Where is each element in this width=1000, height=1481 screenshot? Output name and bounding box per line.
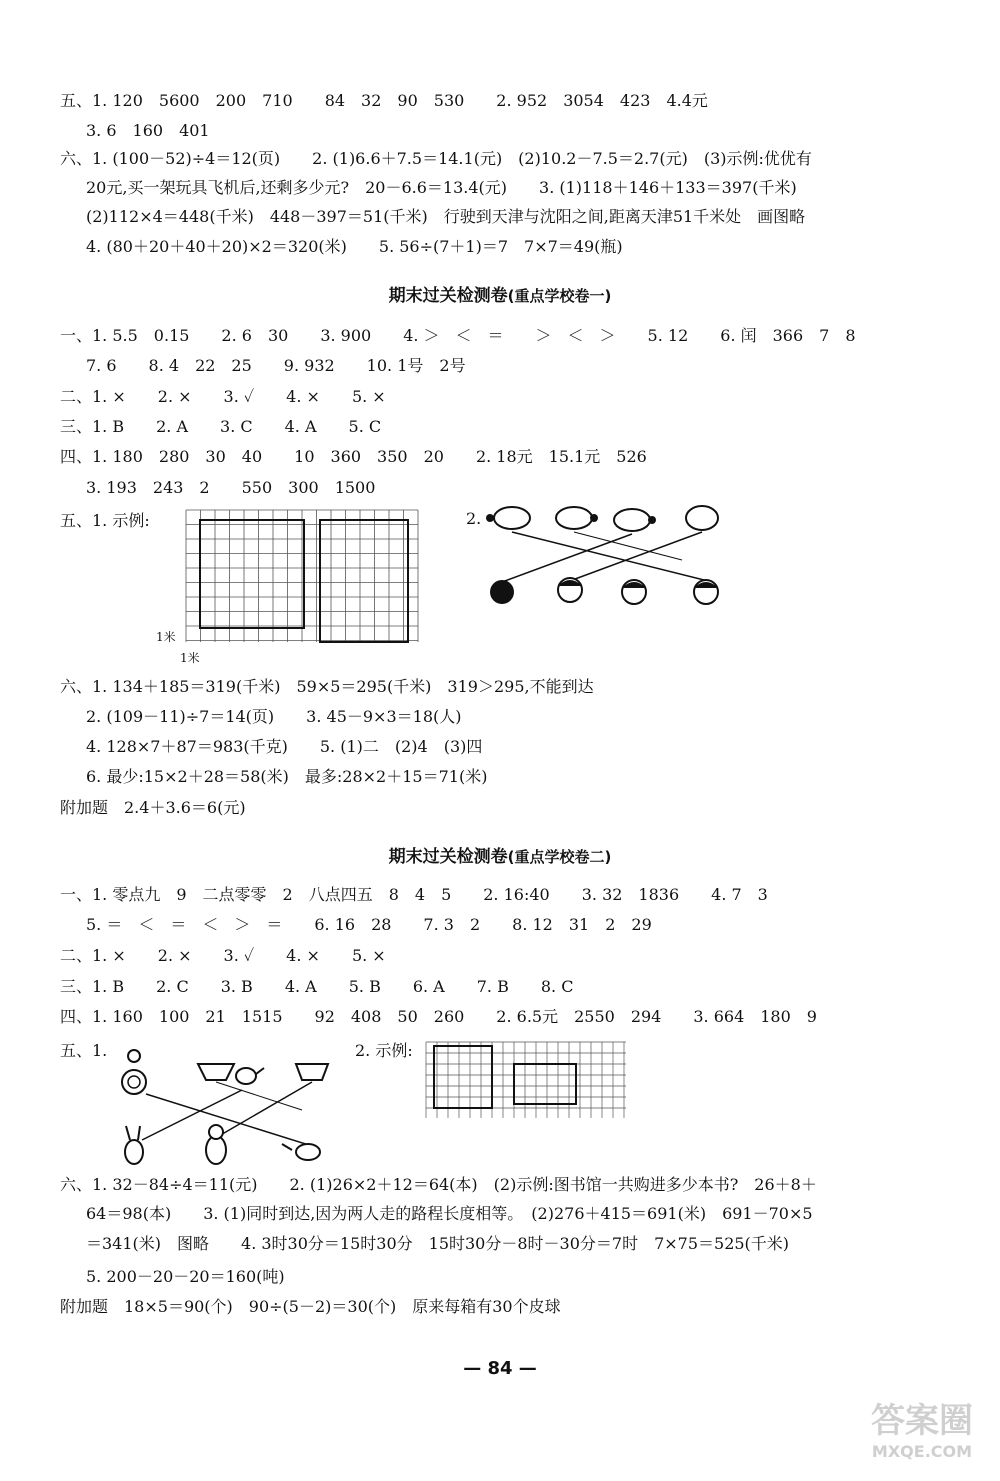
unit-label-bottom: 1米 <box>180 651 200 665</box>
s2-liu-1b: 64＝98(本) 3. (1)同时到达,因为两人走的路程长度相等。 (2)276＋415＝691(米) 691－70×5 <box>86 1204 813 1223</box>
unit-label-left: 1米 <box>156 630 176 644</box>
s1-matching-figure <box>482 500 732 610</box>
watermark <box>862 1393 982 1471</box>
s1-yi-7: 7. 6 8. 4 22 25 9. 932 10. 1号 2号 <box>86 356 466 375</box>
section-title-1 <box>0 281 1000 306</box>
child-face-icon <box>490 580 514 604</box>
s1-si-1: 四、1. 180 280 30 40 10 360 350 20 2. 18元 15.1元 526 <box>60 447 647 466</box>
s1-grid-figure <box>182 506 422 648</box>
clock-icon <box>122 1050 146 1094</box>
bowl-icon <box>296 1064 328 1080</box>
s2-matching-figure <box>112 1040 352 1170</box>
section-title-2-main: 期末过关检测卷 <box>388 847 508 867</box>
line-liu-1: 六、1. (100－52)÷4＝12(页) 2. (1)6.6＋7.5＝14.1(元) (2)10.2－7.5＝2.7(元) (3)示例:优优有 <box>60 149 812 168</box>
teapot-icon <box>236 1068 264 1084</box>
bowl-icon <box>198 1064 234 1080</box>
s2-si: 四、1. 160 100 21 1515 92 408 50 260 2. 6.5元 2550 294 3. 664 180 9 <box>60 1007 817 1026</box>
section-title-2-sub: (重点学校卷二) <box>507 848 612 866</box>
child-face-icon <box>622 580 646 604</box>
s1-liu-2: 2. (109－11)÷7＝14(页) 3. 45－9×3＝18(人) <box>86 707 462 726</box>
child-face-icon <box>694 580 718 604</box>
s1-wu-1-label: 五、1. 示例: <box>60 511 150 530</box>
line-liu-3b: (2)112×4＝448(千米) 448－397＝51(千米) 行驶到天津与沈阳之间,距离天津51千米处 画图略 <box>86 207 806 226</box>
s1-wu-2-label: 2. <box>466 509 482 528</box>
turtle-icon <box>556 507 598 529</box>
s2-wu-1-label: 五、1. <box>60 1041 108 1060</box>
s1-liu-6: 6. 最少:15×2＋28＝58(米) 最多:28×2＋15＝71(米) <box>86 767 488 786</box>
s2-yi-5: 5. ＝ ＜ ＝ ＜ ＞ ＝ 6. 16 28 7. 3 2 8. 12 31 2 29 <box>86 915 652 934</box>
s2-liu-3b: ＝341(米) 图略 4. 3时30分＝15时30分 15时30分－8时－30分＝7时 7×75＝525(千米) <box>86 1234 790 1253</box>
s2-yi-1: 一、1. 零点九 9 二点零零 2 八点四五 8 4 5 2. 16:40 3. 32 1836 4. 7 3 <box>60 885 768 904</box>
watermark-url: MXQE.COM <box>871 1442 973 1461</box>
s1-san: 三、1. B 2. A 3. C 4. A 5. C <box>60 417 382 436</box>
line-liu-1b: 20元,买一架玩具飞机后,还剩多少元? 20－6.6＝13.4(元) 3. (1)118＋146＋133＝397(千米) <box>86 178 797 197</box>
s2-wu-2-label: 2. 示例: <box>355 1041 413 1060</box>
s2-er: 二、1. × 2. × 3. ✓ 4. × 5. × <box>60 946 386 965</box>
watermark-logo: 答案圈 <box>871 1401 973 1441</box>
line-liu-4: 4. (80＋20＋40＋20)×2＝320(米) 5. 56÷(7＋1)＝7 7×7＝49(瓶) <box>86 237 623 256</box>
section-title-2 <box>0 842 1000 867</box>
s1-yi-1: 一、1. 5.5 0.15 2. 6 30 3. 900 4. ＞ ＜ ＝ ＞ ＜ ＞ 5. 12 6. 闰 366 7 8 <box>60 326 856 345</box>
section-title-1-main: 期末过关检测卷 <box>388 286 508 306</box>
turtle-icon <box>486 507 530 529</box>
dog-icon <box>206 1125 226 1164</box>
s2-san: 三、1. B 2. C 3. B 4. A 5. B 6. A 7. B 8. C <box>60 977 574 996</box>
child-face-icon <box>558 578 582 602</box>
s2-liu-5: 5. 200－20－20＝160(吨) <box>86 1267 285 1286</box>
turtle-icon <box>686 506 718 530</box>
s2-fujia: 附加题 18×5＝90(个) 90÷(5－2)＝30(个) 原来每箱有30个皮球 <box>60 1297 561 1316</box>
s1-er: 二、1. × 2. × 3. ✓ 4. × 5. × <box>60 387 386 406</box>
section-title-1-sub: (重点学校卷一) <box>507 287 612 305</box>
turtle-icon <box>614 509 656 531</box>
s1-si-3: 3. 193 243 2 550 300 1500 <box>86 478 376 497</box>
rabbit-icon <box>125 1126 143 1164</box>
s2-grid-figure <box>424 1040 630 1122</box>
line-wu-3: 3. 6 160 401 <box>86 121 210 140</box>
line-wu-1: 五、1. 120 5600 200 710 84 32 90 530 2. 952 3054 423 4.4元 <box>60 91 708 110</box>
s2-liu-1: 六、1. 32－84÷4＝11(元) 2. (1)26×2＋12＝64(本) (2)示例:图书馆一共购进多少本书? 26＋8＋ <box>60 1175 817 1194</box>
page-number: — 84 — <box>463 1358 537 1379</box>
s1-liu-4: 4. 128×7＋87＝983(千克) 5. (1)二 (2)4 (3)四 <box>86 737 483 756</box>
s1-liu-1: 六、1. 134＋185＝319(千米) 59×5＝295(千米) 319＞295,不能到达 <box>60 677 594 696</box>
fox-icon <box>282 1144 320 1160</box>
s1-fujia: 附加题 2.4＋3.6＝6(元) <box>60 798 246 817</box>
